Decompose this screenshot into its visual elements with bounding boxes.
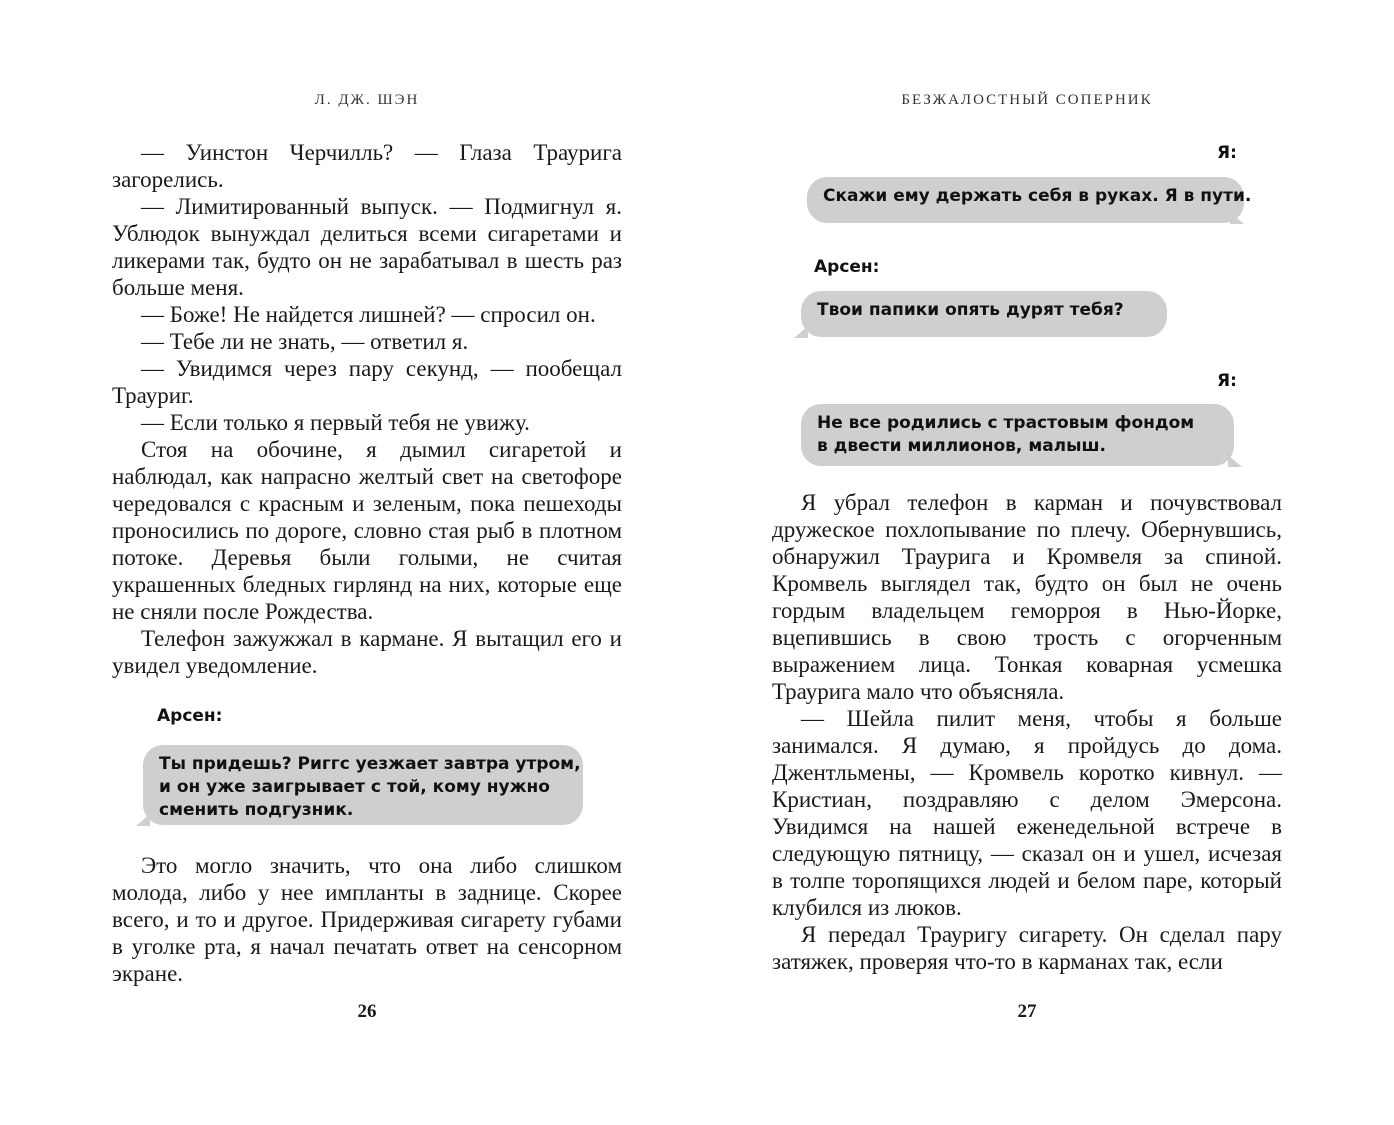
message-bubble-incoming [143, 745, 583, 825]
paragraph: Телефон зажужжал в кармане. Я вытащил его и увидел уведомление. [112, 626, 622, 678]
message-line: сменить подгузник. [159, 800, 354, 820]
left-text-top [112, 139, 622, 679]
message-line: Ты придешь? Риггс уезжает завтра утром, [159, 754, 581, 774]
paragraph: — Тебе ли не знать, — ответил я. [141, 329, 469, 354]
running-head-author: Л. ДЖ. ШЭН [314, 92, 420, 108]
message-sender: Я: [1217, 143, 1237, 163]
message-sender: Арсен: [157, 706, 223, 726]
left-text-bottom [112, 852, 622, 987]
paragraph: — Лимитированный выпуск. — Подмигнул я. Ублюдок вынуждал делиться всеми сигаретами и ликерами так, будто он не зарабатывал в шесть раз больше меня. [112, 194, 622, 300]
paragraph: Это могло значить, что она либо слишком молода, либо у нее импланты в заднице. Скорее всего, и то и другое. Придерживая сигарету губами в уголке рта, я начал печатать ответ на сенсорном экране. [112, 853, 622, 986]
bubble-tail [1230, 212, 1244, 224]
message-line: Твои папики опять дурят тебя? [817, 300, 1124, 320]
page-number: 27 [1017, 1001, 1037, 1022]
paragraph: — Уинстон Черчилль? — Глаза Траурига загорелись. [112, 140, 622, 192]
paragraph: — Увидимся через пару секунд, — пообещал Трауриг. [112, 356, 622, 408]
right-text [772, 489, 1282, 975]
bubble-tail [794, 326, 808, 338]
message-sender: Я: [1217, 371, 1237, 391]
running-head-title: БЕЗЖАЛОСТНЫЙ СОПЕРНИК [901, 92, 1153, 108]
paragraph: — Если только я первый тебя не увижу. [141, 410, 530, 435]
right-page [697, 0, 1394, 1125]
page-number: 26 [357, 1001, 377, 1022]
paragraph: Я передал Трауригу сигарету. Он сделал пару затяжек, проверяя что-то в карманах так, если [772, 922, 1282, 974]
message-bubble-outgoing [807, 177, 1252, 223]
message-line: Скажи ему держать себя в руках. Я в пути. [823, 186, 1252, 206]
bubble-tail [136, 814, 150, 826]
bubble-tail [1228, 455, 1242, 467]
message-bubble-incoming [801, 291, 1167, 337]
message-line: Не все родились с трастовым фондом [817, 413, 1195, 433]
paragraph: Я убрал телефон в карман и почувствовал дружеское похлопывание по плечу. Обернувшись, обнаружил Траурига и Кромвеля за спиной. Кромвель выглядел так, будто он был не очень гордым владельцем геморроя в Нью-Йорке, вцепившись в свою трость с огорченным выражением лица. Тонкая коварная усмешка Траурига мало что объясняла. [772, 490, 1282, 704]
message-line: в двести миллионов, малыш. [817, 436, 1107, 456]
message-sender: Арсен: [814, 257, 880, 277]
message-line: и он уже заигрывает с той, кому нужно [159, 777, 550, 797]
paragraph: Стоя на обочине, я дымил сигаретой и наблюдал, как напрасно желтый свет на светофоре чередовался с красным и зеленым, пока пешеходы проносились по дороге, словно стая рыб в плотном потоке. Деревья были голыми, не считая украшенных бледных гирлянд на них, которые еще не сняли после Рождества. [112, 437, 622, 624]
paragraph: — Боже! Не найдется лишней? — спросил он. [141, 302, 596, 327]
message-bubble-outgoing [801, 404, 1234, 466]
paragraph: — Шейла пилит меня, чтобы я больше занимался. Я думаю, я пройдусь до дома. Джентльмены, — Кромвель коротко кивнул. — Кристиан, поздравляю с делом Эмерсона. Увидимся на нашей еженедельной встрече в следующую пятницу, — сказал он и ушел, исчезая в толпе торопящихся людей и белом паре, который клубился из люков. [772, 706, 1282, 920]
